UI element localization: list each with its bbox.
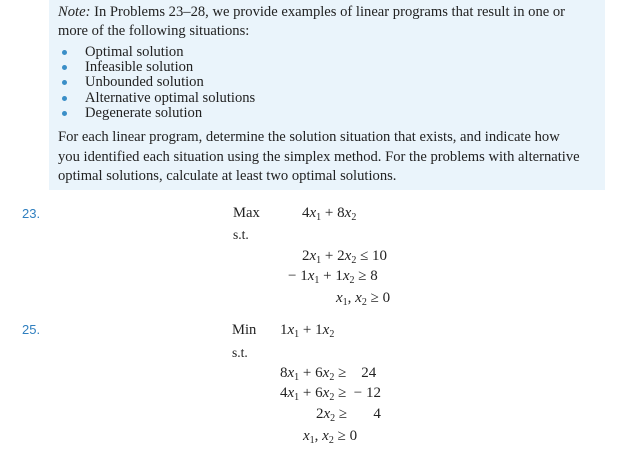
list-item (58, 45, 255, 60)
problem-23-constraint-2: − $1x_1 + 1x_2 \ge 8$ (288, 268, 378, 286)
list-item (58, 60, 255, 75)
bullet-icon (62, 65, 67, 70)
situation-label: Unbounded solution (85, 74, 204, 91)
bullet-icon (62, 96, 67, 101)
note-intro-line-2: more of the following situations: (58, 23, 250, 39)
bullet-icon (62, 50, 67, 55)
problem-25-constraint-1: $8x_1 + 6x_2$ ≥ 24 (280, 365, 377, 383)
situation-label: Infeasible solution (85, 59, 194, 76)
situation-label: Optimal solution (85, 44, 184, 60)
note-instructions-line-3: optimal solutions, calculate at least two optimal solutions. (58, 168, 397, 184)
note-instructions-line-1: For each linear program, determine the solution situation that exists, and indicate how (58, 129, 560, 145)
problem-25-nonnegativity: $x_1$, $x_2 \ge 0$ (303, 428, 358, 446)
list-item (58, 106, 255, 121)
situation-label: Alternative optimal solutions (85, 89, 256, 106)
bullet-icon (62, 80, 67, 85)
note-intro-text-1: In Problems 23–28, we provide examples of linear programs that result in one or (94, 4, 566, 20)
note-instructions-line-2: you identified each situation using the simplex method. For the problems with alternative (58, 149, 580, 165)
problem-23-objective: $4x_1 + 8x_2$ (302, 205, 357, 223)
list-item (58, 75, 255, 90)
problem-25-number: 25. (22, 322, 41, 337)
bullet-icon (62, 111, 67, 116)
problem-23-constraint-1: $2x_1 + 2x_2 \le 10$ (302, 248, 388, 266)
problem-23-number: 23. (22, 206, 41, 221)
situation-label: Degenerate solution (85, 104, 203, 121)
problem-25-constraint-3: $2x_2$ ≥ 4 (316, 406, 381, 424)
situation-list (58, 45, 255, 121)
problem-25-objective: $1x_1 + 1x_2$ (280, 322, 335, 340)
problem-23-nonnegativity: $x_1$, $x_2 \ge 0$ (336, 290, 391, 308)
problem-23-st: s.t. (233, 227, 249, 242)
problem-23-objective-keyword: Max (233, 205, 260, 221)
problem-25-constraint-2: $4x_1 + 6x_2$ ≥ − 12 (280, 385, 382, 403)
list-item (58, 91, 255, 106)
problem-25-st: s.t. (232, 345, 248, 360)
note-intro-line-1 (58, 3, 603, 23)
note-label: Note: (58, 4, 91, 20)
problem-25-objective-keyword: Min (232, 322, 257, 338)
